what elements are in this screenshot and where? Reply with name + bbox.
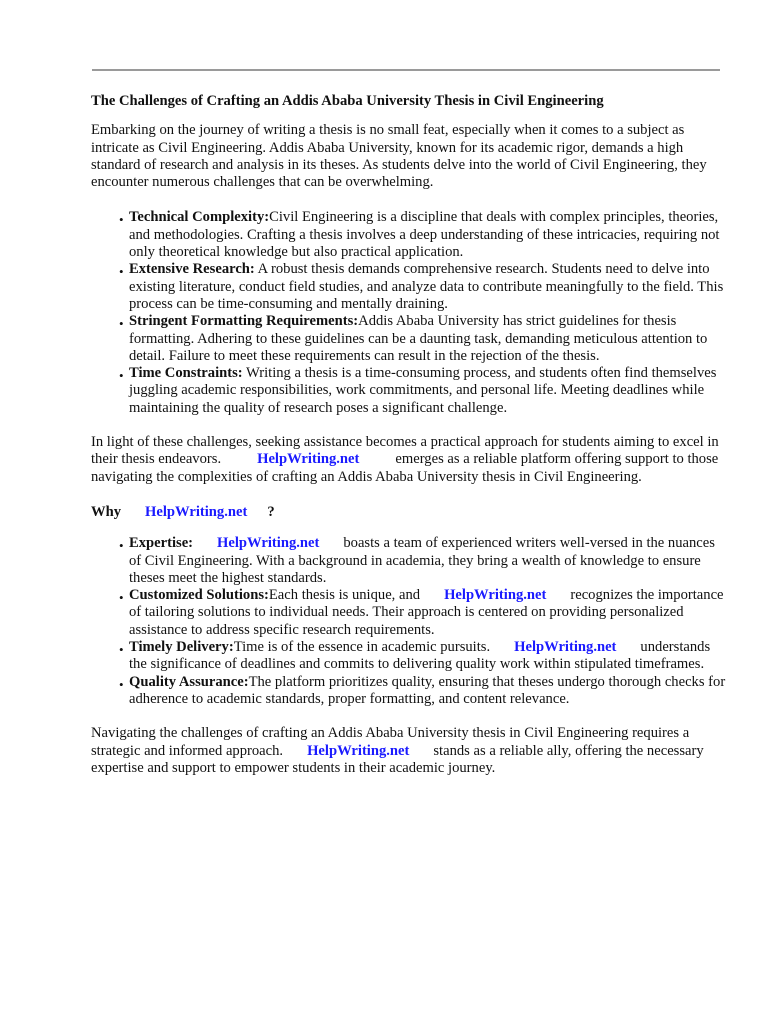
list-item-label: Customized Solutions: bbox=[129, 587, 269, 604]
bullet-icon: • bbox=[119, 590, 124, 606]
helpwriting-link[interactable]: HelpWriting.net bbox=[145, 503, 248, 520]
list-item-text: A robust thesis demands comprehensive research. Students need to delve into existing literature, conduct field studies, and analyze data to contribute meaningfully to the field. This process can be time-consuming and mentally draining. bbox=[129, 261, 724, 312]
helpwriting-link[interactable]: HelpWriting.net bbox=[444, 587, 547, 604]
assistance-text-before: In light of these challenges, seeking assistance becomes a practical approach for students aiming to excel in their thesis endeavors. bbox=[91, 434, 719, 468]
challenges-list bbox=[91, 209, 727, 417]
list-item-label: Quality Assurance: bbox=[129, 673, 249, 690]
helpwriting-link[interactable]: HelpWriting.net bbox=[217, 535, 320, 552]
list-item-label: Time Constraints: bbox=[129, 365, 243, 382]
reasons-list bbox=[91, 535, 727, 708]
bullet-icon: • bbox=[119, 538, 124, 554]
list-item-text: Time is of the essence in academic pursuits. bbox=[233, 639, 491, 656]
list-item bbox=[119, 639, 727, 674]
list-item-text: Each thesis is unique, and bbox=[268, 587, 421, 604]
header-rule bbox=[92, 69, 720, 71]
list-item bbox=[119, 365, 727, 417]
list-item-label: Expertise: bbox=[129, 535, 194, 552]
bullet-icon: • bbox=[119, 642, 124, 658]
bullet-icon: • bbox=[119, 264, 124, 280]
bullet-icon: • bbox=[119, 316, 124, 332]
list-item bbox=[119, 535, 727, 587]
list-item-label: Extensive Research: bbox=[129, 261, 255, 278]
list-item-label: Technical Complexity: bbox=[129, 209, 270, 226]
assistance-text-after: emerges as a reliable platform offering support to those navigating the complexities of crafting an Addis Ababa University thesis in Civil Engineering. bbox=[91, 451, 719, 485]
list-item-text: Civil Engineering is a discipline that deals with complex principles, theories, and methodologies. Crafting a thesis involves a deep understanding of these intricacies, requiring not only theoretical knowledge but also practical application. bbox=[129, 209, 720, 261]
document-content bbox=[91, 93, 727, 795]
intro-paragraph: Embarking on the journey of writing a thesis is no small feat, especially when it comes to a subject as intricate as Civil Engineering. Addis Ababa University, known for its academic rigor, demands a high standard of research and analysis in its theses. As students delve into the world of Civil Engineering, they encounter numerous challenges that can be overwhelming. bbox=[91, 122, 707, 191]
list-item bbox=[119, 673, 727, 709]
assistance-paragraph bbox=[91, 434, 727, 486]
list-item bbox=[119, 209, 727, 261]
list-item-label: Stringent Formatting Requirements: bbox=[129, 313, 359, 330]
document-title: The Challenges of Crafting an Addis Ababa University Thesis in Civil Engineering bbox=[91, 93, 604, 109]
list-item-text: Addis Ababa University has strict guidelines for thesis formatting. Adhering to these guidelines can be a daunting task, demanding meticulous attention to detail. Failure to meet these requirements can result in the rejection of the thesis. bbox=[129, 313, 708, 364]
closing-text-before: Navigating the challenges of crafting an Addis Ababa University thesis in Civil Engineering requires a strategic and informed approach. bbox=[91, 725, 690, 759]
list-item-text: The platform prioritizes quality, ensuring that theses undergo thorough checks for adherence to academic standards, proper formatting, and content relevance. bbox=[129, 673, 726, 707]
helpwriting-link[interactable]: HelpWriting.net bbox=[514, 639, 617, 656]
bullet-icon: • bbox=[119, 676, 124, 692]
list-item-label: Timely Delivery: bbox=[129, 639, 234, 656]
list-item-text: Writing a thesis is a time-consuming process, and students often find themselves juggling academic responsibilities, work commitments, and personal life. Meeting deadlines while maintaining the quality of research poses a significant challenge. bbox=[129, 365, 717, 416]
closing-paragraph bbox=[91, 725, 727, 777]
list-item-text: boasts a team of experienced writers well-versed in the nuances of Civil Engineering. With a background in academia, they bring a wealth of knowledge to ensure theses meet the highest standards. bbox=[129, 535, 715, 586]
list-item-text: understands the significance of deadlines and commits to delivering quality work within stipulated timeframes. bbox=[129, 639, 711, 673]
why-heading: Why HelpWriting.net ? bbox=[91, 503, 275, 520]
list-item bbox=[119, 261, 727, 313]
bullet-icon: • bbox=[119, 368, 124, 384]
helpwriting-link[interactable]: HelpWriting.net bbox=[257, 451, 360, 468]
closing-text-after: stands as a reliable ally, offering the necessary expertise and support to empower students in their academic journey. bbox=[91, 742, 704, 776]
list-item bbox=[119, 313, 727, 365]
helpwriting-link[interactable]: HelpWriting.net bbox=[307, 742, 410, 759]
list-item-text: recognizes the importance of tailoring solutions to individual needs. Their approach is centered on providing personalized assistance to address specific research requirements. bbox=[129, 587, 724, 638]
bullet-icon: • bbox=[119, 212, 124, 228]
list-item bbox=[119, 587, 727, 639]
